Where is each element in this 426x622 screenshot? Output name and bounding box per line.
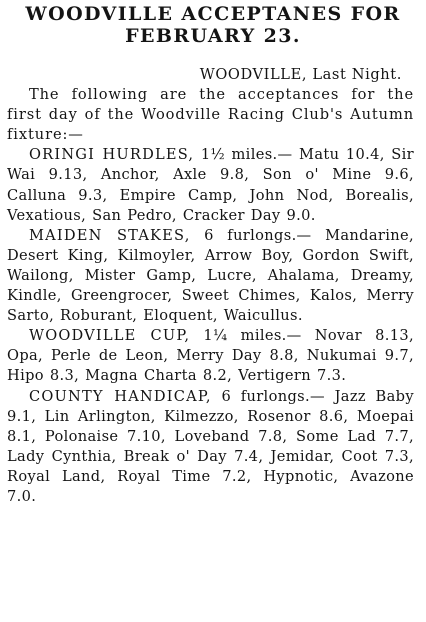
race-name: WOODVILLE CUP, <box>29 327 191 345</box>
intro-paragraph: The following are the acceptances for the first day of the Woodville Racing Club's Autumn fixture:— <box>7 86 414 144</box>
race-name: COUNTY HANDICAP, <box>29 387 212 405</box>
article-body <box>0 65 426 507</box>
race-distance: 1½ miles.— <box>200 146 293 164</box>
race-entries: Mandarine, Desert King, Kilmoyler, Arrow Boy, Gordon Swift, Wailong, Mister Gamp, Lucre, Ahalama, Dreamy, Kindle, Greengrocer, Sweet Chimes, Kalos, Merry Sarto, Roburant, Eloquent, Waicullus. <box>7 226 414 325</box>
dateline: WOODVILLE, Last Night. <box>199 66 402 83</box>
race-paragraph-maiden-stakes <box>7 226 414 326</box>
headline-line-2: FEBRUARY 23. <box>125 25 301 47</box>
headline-line-1: WOODVILLE ACCEPTANES FOR <box>25 3 401 25</box>
race-name: MAIDEN STAKES, <box>29 226 191 244</box>
race-distance: 1¼ miles.— <box>203 327 302 345</box>
race-distance: 6 furlongs.— <box>221 387 325 405</box>
race-entries: Jazz Baby 9.1, Lin Arlington, Kilmezzo, Rosenor 8.6, Moepai 8.1, Polonaise 7.10, Loveband 7.8, Some Lad 7.7, Lady Cynthia, Break o' Day 7.4, Jemidar, Coot 7.3, Royal Land, Royal Time 7.2, Hypnotic, Avazone 7.0. <box>7 387 414 505</box>
race-name: ORINGI HURDLES, <box>29 146 195 164</box>
race-paragraph-oringi-hurdles <box>7 145 414 225</box>
race-paragraph-woodville-cup <box>7 326 414 386</box>
race-distance: 6 furlongs.— <box>204 226 312 244</box>
race-entries: Matu 10.4, Sir Wai 9.13, Anchor, Axle 9.8, Son o' Mine 9.6, Calluna 9.3, Empire Camp, John Nod, Borealis, Vexatious, San Pedro, Cracker Day 9.0. <box>7 146 414 224</box>
race-entries: Novar 8.13, Opa, Perle de Leon, Merry Day 8.8, Nukumai 9.7, Hipo 8.3, Magna Charta 8.2, Vertigern 7.3. <box>7 327 414 385</box>
race-paragraph-county-handicap <box>7 387 414 508</box>
